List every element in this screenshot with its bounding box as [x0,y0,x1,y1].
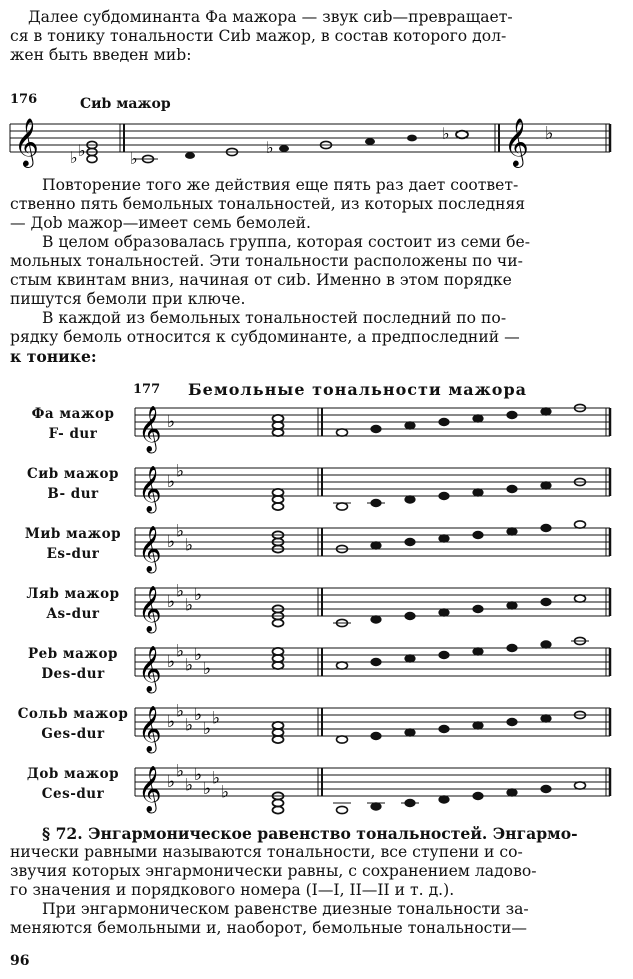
key-name-german: Ces-dur [41,786,105,802]
flat-icon: ♭ [176,641,185,662]
text-line: В каждой из бемольных тональностей последний по по- [42,309,507,327]
staff-row [135,702,610,755]
key-name-german: F- dur [48,426,98,442]
key-name-german: B- dur [47,486,99,502]
text-line: к тонике: [10,347,97,366]
flat-icon: ♭ [176,761,185,782]
key-name-german: Es-dur [46,546,100,562]
key-name-russian: Реb мажор [28,646,118,662]
svg-text:♭: ♭ [130,149,138,168]
flat-icon: ♭ [176,461,185,482]
flat-icon: ♭ [167,472,176,492]
text-line: § 72. Энгармоническое равенство тональностей. Энгармо- [42,824,578,843]
svg-text:♭: ♭ [78,141,86,160]
section-72 [10,824,610,900]
treble-clef-icon: 𝄞 [138,466,162,512]
text-line: звучия которых энгармонически равны, с сохранением ладово- [10,862,537,880]
staff-row [135,521,610,574]
example-title: Бемольные тональности мажора [188,380,527,399]
flat-icon: ♭ [194,765,203,785]
music-example-176 [0,112,633,172]
flat-icon: ♭ [203,779,212,799]
flat-icon: ♭ [194,585,203,605]
flat-icon: ♭ [176,521,185,542]
treble-clef-icon: 𝄞 [138,526,162,572]
flat-icon: ♭ [176,701,185,722]
text-line: нически равными называются тональности, все ступени и со- [10,843,523,861]
example-number: 177 [133,382,161,397]
flat-icon: ♭ [167,412,176,432]
text-line: — Доb мажор—имеет семь бемолей. [10,214,312,232]
text-line: го значения и порядкового номера (I—I, II—II и т. д.). [10,881,455,899]
paragraph-repetition [10,176,610,233]
key-name-russian: Фа мажор [31,406,115,422]
text-line: рядку бемоль относится к субдоминанте, а предпоследний — [10,328,520,346]
example-title: Сиb мажор [80,96,171,112]
staff-row [135,762,610,815]
key-name-russian: Сиb мажор [27,466,119,482]
text-line: жен быть введен миb: [10,46,192,64]
page-number: 96 [10,953,30,969]
text-line: пишутся бемоли при ключе. [10,290,246,308]
paragraph-intro [10,8,610,65]
staff-row [135,462,610,515]
text-line: стым квинтам вниз, начиная от сиb. Именно в этом порядке [10,271,512,289]
key-name-russian: Миb мажор [24,526,122,542]
flat-icon: ♭ [221,782,230,803]
paragraph-group [10,233,610,309]
flat-icon: ♭ [185,715,194,736]
key-name-german: Des-dur [41,666,105,682]
text-line: мольных тональностей. Эти тональности расположены по чи- [10,252,523,270]
staff-row [135,582,610,635]
text-line: ственно пять бемольных тональностей, из которых последняя [10,195,526,213]
flat-icon: ♭ [545,123,554,144]
key-name-german: As-dur [46,606,100,622]
example-number: 176 [10,92,38,107]
staff-row [135,637,610,694]
svg-text:♭: ♭ [442,124,450,143]
paragraph-flats [10,309,610,366]
treble-clef-icon: 𝄞 [138,706,162,752]
key-name-russian: Доb мажор [26,766,120,782]
flat-icon: ♭ [185,535,194,556]
flat-icon: ♭ [194,705,203,725]
text-line: Далее субдоминанта Фа мажора — звук сиb—превращает- [28,8,513,26]
flat-icon: ♭ [212,708,221,729]
flat-icon: ♭ [203,659,212,679]
treble-clef-icon: 𝄞 [138,766,162,812]
key-name-russian: Ляb мажор [26,586,120,602]
flat-icon: ♭ [167,532,176,552]
flat-icon: ♭ [185,655,194,676]
flat-icon: ♭ [185,775,194,796]
treble-clef-icon: 𝄞 [138,406,162,452]
flat-icon: ♭ [203,719,212,739]
svg-text:♭: ♭ [70,148,78,167]
treble-clef-icon: 𝄞 [138,646,162,692]
text-line: ся в тонику тональности Сиb мажор, в состав которого дол- [10,27,507,45]
key-name-german: Ges-dur [41,726,105,742]
flat-icon: ♭ [176,581,185,602]
treble-clef-icon: 𝄞 [504,117,529,166]
key-name-russian: Сольb мажор [17,706,129,722]
text-line: В целом образовалась группа, которая состоит из семи бе- [42,233,531,251]
flat-icon: ♭ [185,595,194,616]
flat-icon: ♭ [194,645,203,665]
text-line: При энгармоническом равенстве диезные тональности за- [42,900,529,918]
music-example-177 [0,400,633,830]
flat-icon: ♭ [212,768,221,789]
svg-text:♭: ♭ [266,138,274,157]
staff-row [135,404,610,454]
text-line: меняются бемольными и, наоборот, бемольные тональности— [10,919,527,937]
paragraph-enharmonic [10,900,610,938]
flat-icon: ♭ [167,772,176,792]
flat-icon: ♭ [167,712,176,732]
text-line: Повторение того же действия еще пять раз дает соответ- [42,176,519,194]
treble-clef-icon: 𝄞 [138,586,162,632]
treble-clef-icon: 𝄞 [14,117,39,166]
flat-icon: ♭ [167,592,176,612]
flat-icon: ♭ [167,652,176,672]
